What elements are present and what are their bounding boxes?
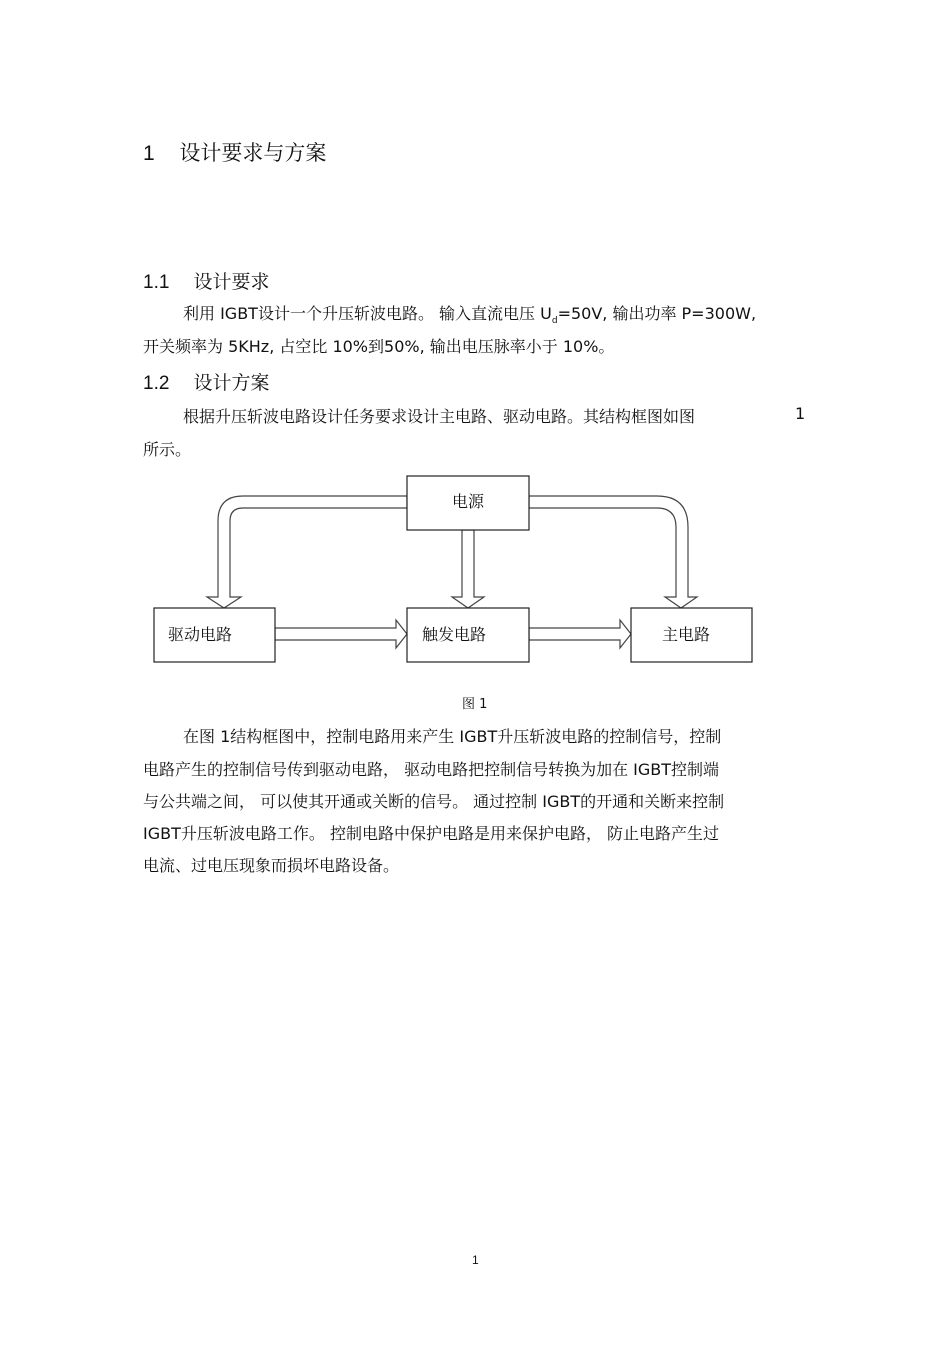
arrow-power-to-drive [207,496,407,608]
arrow-trigger-to-main [529,620,631,648]
section-1-2-number: 1.2 [143,373,170,394]
section-1-number: 1 [143,142,155,165]
power-label: 电源 [451,492,485,511]
section-1-title: 设计要求与方案 [179,141,327,165]
section-1-1-title: 设计要求 [193,271,270,293]
arrow-power-to-trigger [452,530,484,608]
body-line-3: 与公共端之间， 可以使其开通或关断的信号。 通过控制 IGBT的开通和关断来控制 [143,792,725,811]
scheme-line-1: 根据升压斩波电路设计任务要求设计主电路、驱动电路。其结构框图如图 [183,407,696,426]
scheme-figure-ref: 1 [795,404,806,423]
section-1-2-title: 设计方案 [193,372,270,394]
requirement-line-1-text: 利用 IGBT设计一个升压斩波电路。 输入直流电压 U [183,304,552,323]
figure-caption: 图 1 [462,697,488,712]
arrow-power-to-main [529,496,697,608]
body-line-1: 在图 1结构框图中，控制电路用来产生 IGBT升压斩波电路的控制信号，控制 [183,727,722,746]
requirement-subscript: d [551,316,558,327]
body-line-2: 电路产生的控制信号传到驱动电路， 驱动电路把控制信号转换为加在 IGBT控制端 [143,760,720,779]
page-number: 1 [472,1253,479,1267]
body-line-4: IGBT升压斩波电路工作。 控制电路中保护电路是用来保护电路， 防止电路产生过 [143,824,720,843]
arrow-drive-to-trigger [275,620,407,648]
trigger-label: 触发电路 [422,625,487,644]
drive-label: 驱动电路 [168,625,233,644]
scheme-line-2: 所示。 [143,440,192,459]
main-circuit-label: 主电路 [661,625,711,644]
body-line-5: 电流、过电压现象而损坏电路设备。 [143,856,400,875]
section-1-1-number: 1.1 [143,272,170,293]
requirement-line-1-tail: =50V, 输出功率 P=300W, [557,304,757,323]
requirement-line-2: 开关频率为 5KHz, 占空比 10%到50%, 输出电压脉率小于 10%。 [143,337,615,356]
